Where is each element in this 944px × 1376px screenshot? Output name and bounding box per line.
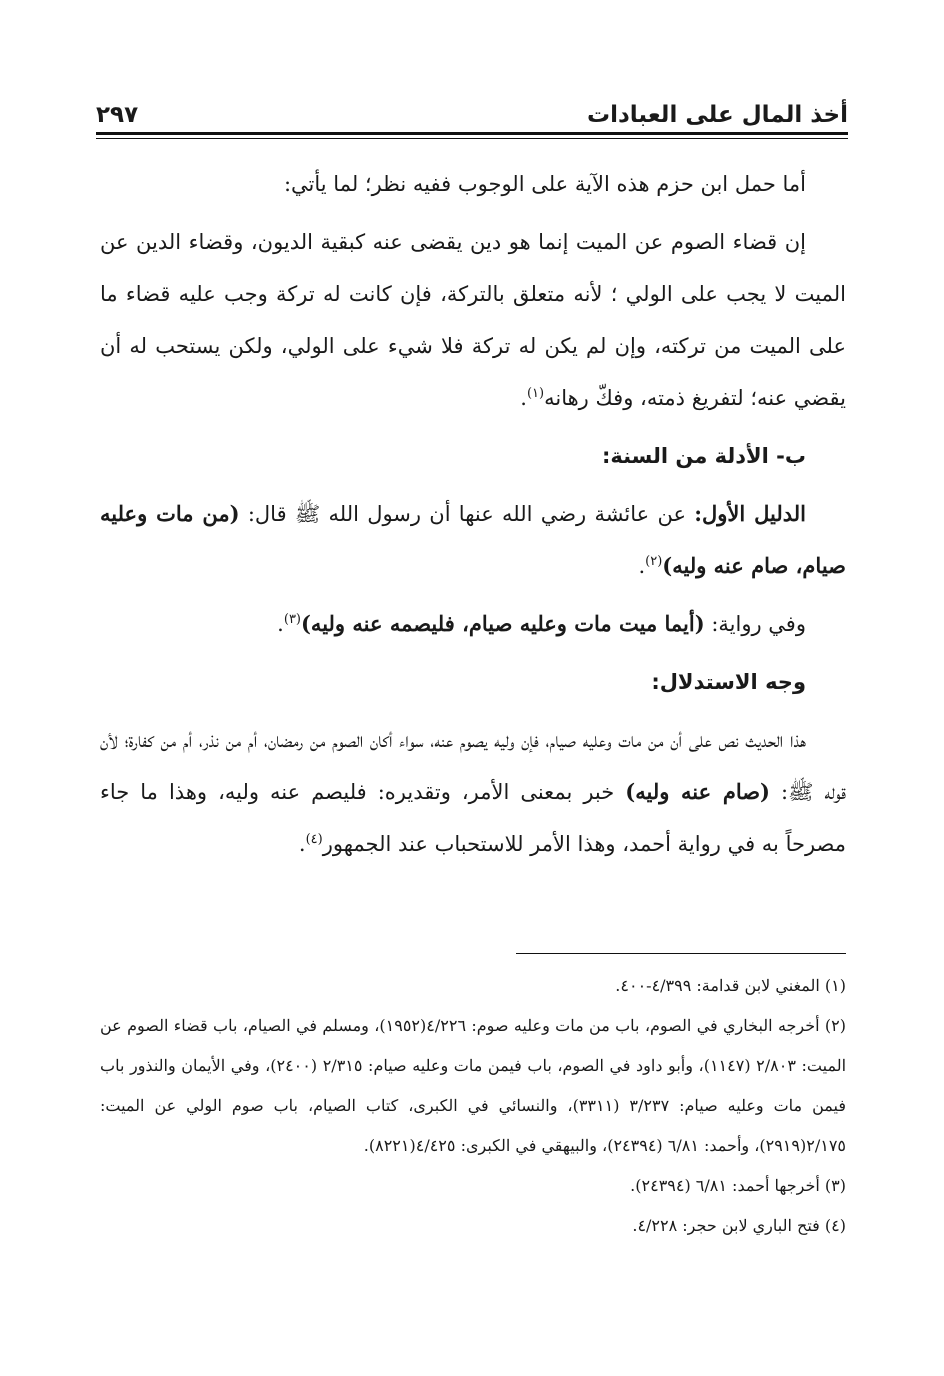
footnote-1: (١) المغني لابن قدامة: ٤/٣٩٩-٤٠٠. (615, 976, 846, 995)
header-title: أخذ المال على العبادات (587, 102, 848, 128)
footnote-3: (٣) أخرجها أحمد: ٦/٨١ (٢٤٣٩٤). (630, 1176, 846, 1195)
main-text (100, 158, 846, 876)
section-heading-istidlal: وجه الاستدلال: (651, 670, 806, 694)
header-rule-thin (96, 138, 848, 139)
footnote-2: (٢) أخرجه البخاري في الصوم، باب من مات وعليه صوم: ٤/٢٢٦(١٩٥٢)، ومسلم في الصيام، باب قضاء الصوم عن الميت: ٢/٨٠٣ (١١٤٧)، وأبو داود في الصوم، باب فيمن مات وعليه صيام: ٢/٣١٥ (٢٤٠٠)، وفي الأيمان والنذور باب فيمن مات وعليه صيام: ٣/٢٣٧ (٣٣١١)، والنسائي في الكبرى، كتاب الصيام، باب صوم الولي عن الميت: ٢/١٧٥(٢٩١٩)، وأحمد: ٦/٨١ (٢٤٣٩٤)، والبيهقي في الكبرى: ٤/٤٢٥(٨٢٢١). (100, 1016, 847, 1155)
footnote-ref-3: (٣) (283, 612, 301, 627)
paragraph-istidlal: هذا الحديث نص على أن من مات وعليه صيام، فإن وليه يصوم عنه، سواء أكان الصوم من رمضان، أم من نذر، أم من كفارة؛ لأن قوله ﷺ: (صام عنه وليه) خبر بمعنى الأمر، وتقديره: فليصم عنه وليه، وهذا ما جاء مصرحاً به في رواية أحمد، وهذا الأمر للاستحباب عند الجمهور$^{(٤)}$. (100, 728, 846, 856)
hadith-quote: (من مات وعليه صيام، صام عنه وليه) (100, 501, 846, 578)
footnote-ref-4: (٤) (305, 832, 323, 847)
paragraph-riwaya: وفي رواية: (أيما ميت مات وعليه صيام، فليصمه عنه وليه)$^{(٣)}$. (277, 611, 806, 636)
paragraph-debt: إن قضاء الصوم عن الميت إنما هو دين يقضى عنه كبقية الديون، وقضاء الدين عن الميت لا يجب على الولي ؛ لأنه متعلق بالتركة، فإن كانت له تركة وجب عليه قضاء ما على الميت من تركته، وإن لم يكن له تركة فلا شيء على الولي، ولكن يستحب له أن يقضي عنه؛ لتفريغ ذمته، وفكّ رهانه$^{(١)}$. (100, 230, 846, 410)
footnote-separator (516, 953, 846, 954)
footnote-ref-1: (١) (526, 386, 545, 401)
riwaya-quote: (أيما ميت مات وعليه صيام، فليصمه عنه وليه) (301, 611, 705, 636)
footnote-ref-2: (٢) (645, 554, 663, 569)
inline-quote: (صام عنه وليه) (625, 779, 770, 804)
footnote-4: (٤) فتح الباري لابن حجر: ٤/٢٢٨. (632, 1216, 846, 1235)
paragraph-evidence-1: الدليل الأول: عن عائشة رضي الله عنها أن رسول الله ﷺ قال: (من مات وعليه صيام، صام عنه وليه)$^{(٢)}$. (100, 501, 846, 578)
header-rule (96, 132, 848, 135)
evidence-label: الدليل الأول: (694, 501, 806, 526)
paragraph-intro: أما حمل ابن حزم هذه الآية على الوجوب ففيه نظر؛ لما يأتي: (283, 172, 806, 196)
section-heading-sunnah: ب- الأدلة من السنة: (601, 444, 806, 468)
page-number: ٢٩٧ (96, 102, 139, 128)
running-header (96, 88, 848, 128)
footnotes (100, 966, 846, 1246)
